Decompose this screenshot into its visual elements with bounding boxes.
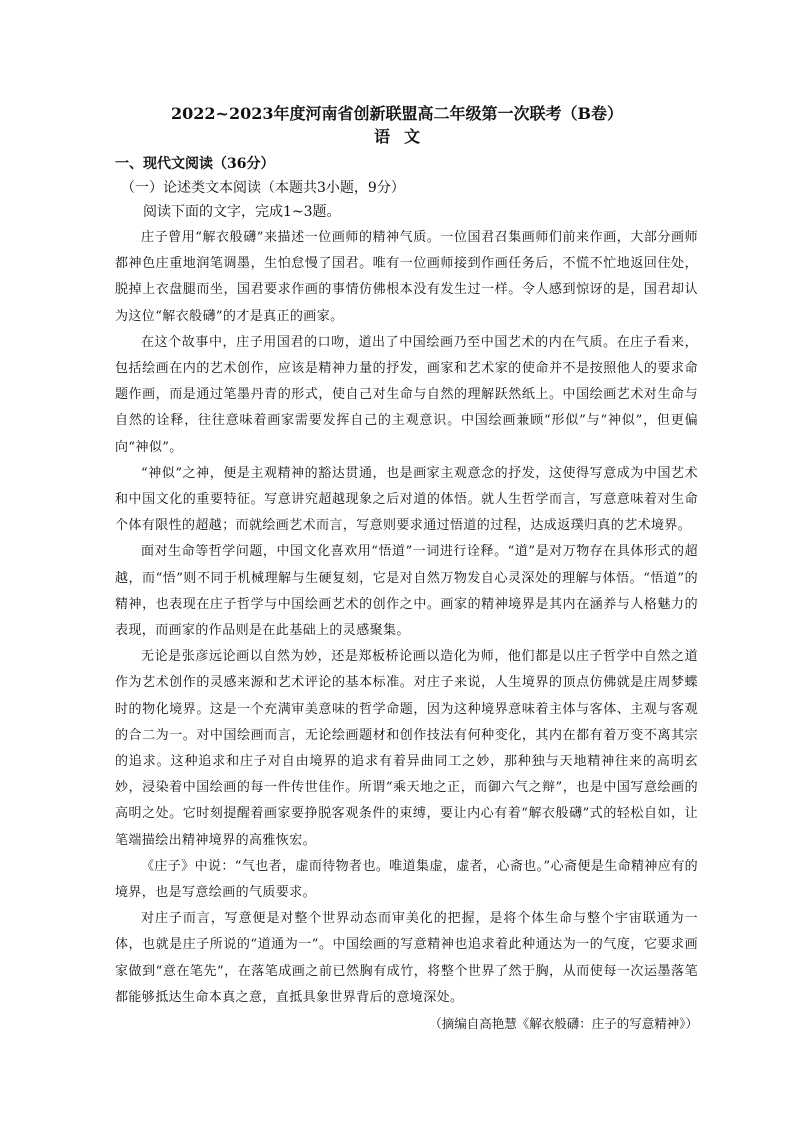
passage-paragraph: 面对生命等哲学问题，中国文化喜欢用“悟道”一词进行诠释。“道”是对万物存在具体形式的超越，而“悟”则不同于机械理解与生硬复刻，它是对自然万物发自心灵深处的理解与体悟。“悟道”的精神，也表现在庄子哲学与中国绘画艺术的创作之中。画家的精神境界是其内在涵养与人格魅力的表现，而画家的作品则是在此基础上的灵感聚集。 — [115, 544, 698, 639]
passage-source: （摘编自高艳慧《解衣般礴：庄子的写意精神》） — [429, 1016, 698, 1032]
exam-title: 2022~2023年度河南省创新联盟高二年级第一次联考（B卷） — [171, 104, 623, 123]
passage-paragraph: 无论是张彦远论画以自然为妙，还是郑板桥论画以造化为师，他们都是以庄子哲学中自然之道作为艺术创作的灵感来源和艺术评论的基本标准。对庄子来说，人生境界的顶点仿佛就是庄周梦蝶时的物化境界。这是一个充满审美意味的哲学命题，因为这种境界意味着主体与客体、主观与客观的合二为一。对中国绘画而言，无论绘画题材和创作技法有何种变化，其内在都有着万变不离其宗的追求。这种追求和庄子对自由境界的追求有着异曲同工之妙，那种独与天地精神往来的高明玄妙，浸染着中国绘画的每一件传世佳作。所谓“乘天地之正，而御六气之辩”，也是中国写意绘画的高明之处。它时刻提醒着画家要挣脱客观条件的束缚，要让内心有着“解衣般礴”式的轻松自如，让笔端描绘出精神境界的高雅恢宏。 — [115, 649, 698, 848]
subject-title: 语文 — [373, 127, 434, 146]
passage-paragraph: 对庄子而言，写意便是对整个世界动态而审美化的把握，是将个体生命与整个宇宙联通为一体，也就是庄子所说的“道通为一”。中国绘画的写意精神也追求着此种通达为一的气度，它要求画家做到“意在笔先”，在落笔成画之前已然胸有成竹，将整个世界了然于胸，从而使每一次运墨落笔都能够抵达生命本真之意，直抵具象世界背后的意境深处。 — [115, 911, 698, 1005]
passage-paragraph: 《庄子》中说：“气也者，虚而待物者也。唯道集虚，虚者，心斋也。”心斋便是生命精神应有的境界，也是写意绘画的气质要求。 — [115, 858, 698, 901]
section-heading: 一、现代文阅读（36分） — [115, 156, 275, 172]
subsection-heading: （一）论述类文本阅读（本题共3小题，9分） — [121, 180, 405, 196]
exam-content — [115, 152, 698, 1037]
passage-paragraph: “神似”之神，便是主观精神的豁达贯通，也是画家主观意念的抒发，这使得写意成为中国艺术和中国文化的重要特征。写意讲究超越现象之后对道的体悟。就人生哲学而言，写意意味着对生命个体有限性的超越；而就绘画艺术而言，写意则要求通过悟道的过程，达成返璞归真的艺术境界。 — [115, 465, 698, 534]
passage-paragraph: 在这个故事中，庄子用国君的口吻，道出了中国绘画乃至中国艺术的内在气质。在庄子看来，包括绘画在内的艺术创作，应该是精神力量的抒发，画家和艺术家的使命并不是按照他人的要求命题作画，而是通过笔墨丹青的形式，使自己对生命与自然的理解跃然纸上。中国绘画艺术对生命与自然的诠释，往往意味着画家需要发挥自己的主观意识。中国绘画兼顾“形似”与“神似”，但更偏向“神似”。 — [115, 334, 698, 455]
reading-instruction: 阅读下面的文字，完成1~3题。 — [143, 204, 341, 220]
passage-paragraph: 庄子曾用“解衣般礴”来描述一位画师的精神气质。一位国君召集画师们前来作画，大部分画师都神色庄重地润笔调墨，生怕怠慢了国君。唯有一位画师接到作画任务后，不慌不忙地返回住处，脱掉上衣盘腿而坐，国君要求作画的事情仿佛根本没有发生过一样。令人感到惊讶的是，国君却认为这位“解衣般礴”的才是真正的画家。 — [115, 230, 698, 324]
